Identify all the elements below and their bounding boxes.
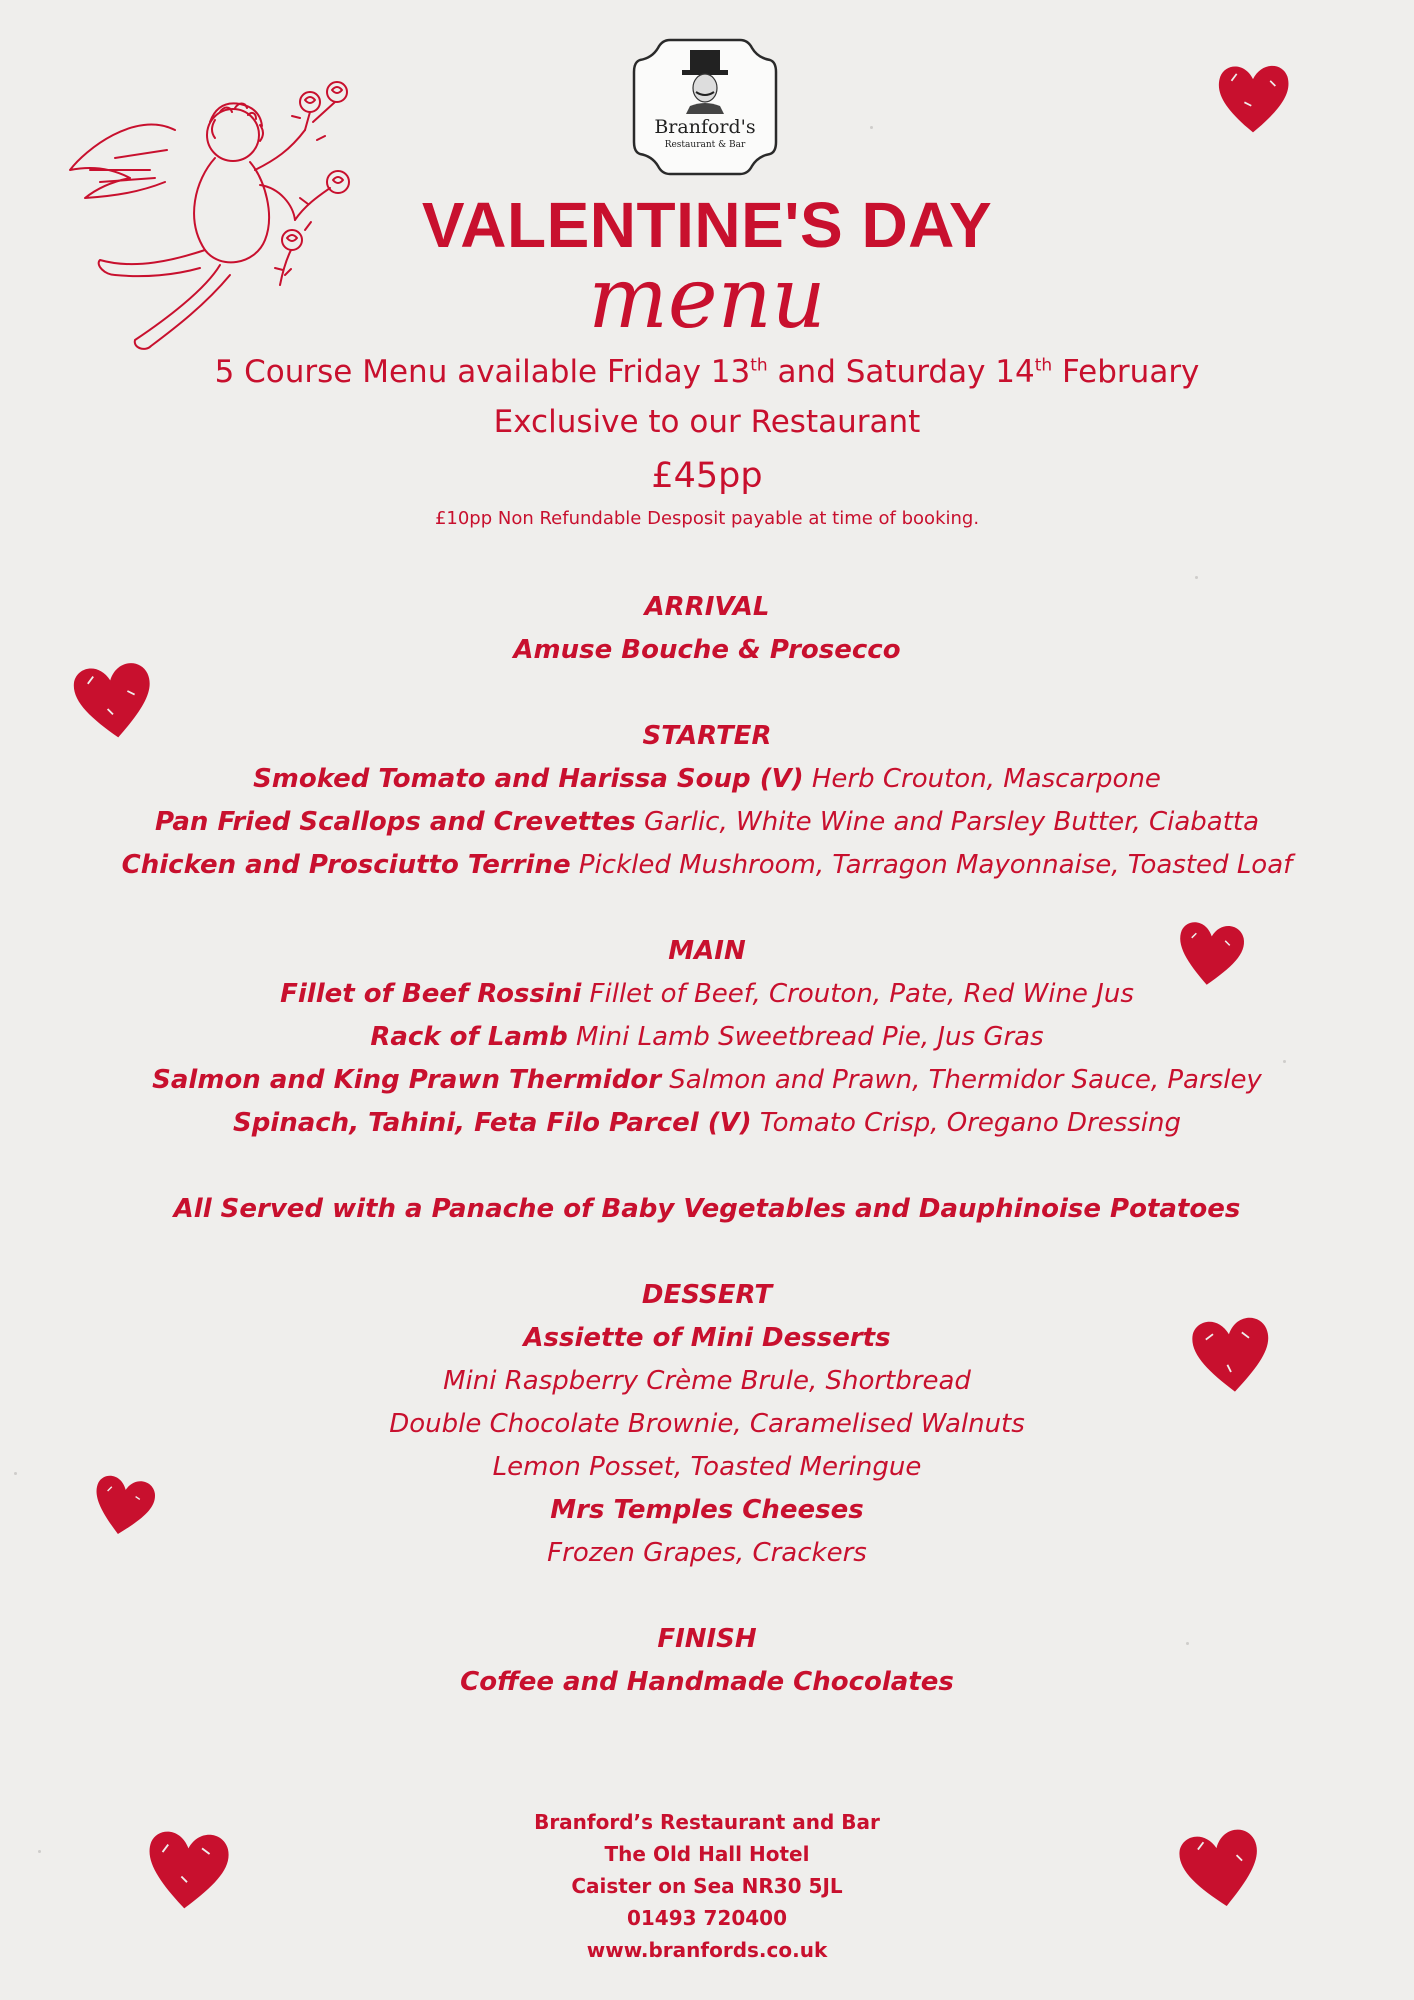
heart-icon [1210, 55, 1296, 141]
dish-name: Spinach, Tahini, Feta Filo Parcel (V) [232, 1108, 752, 1138]
restaurant-logo [630, 32, 780, 182]
dessert-item: Double Chocolate Brownie, Caramelised Walnuts [389, 1409, 1025, 1439]
dish-description: Garlic, White Wine and Parsley Butter, Ciabatta [635, 807, 1260, 837]
paper-speck [1195, 576, 1198, 579]
dish-description: Fillet of Beef, Crouton, Pate, Red Wine Jus [581, 979, 1134, 1009]
dish-name: Pan Fried Scallops and Crevettes [154, 807, 636, 837]
paper-speck [870, 126, 873, 129]
dish-description: Herb Crouton, Mascarpone [803, 764, 1161, 794]
deposit-note: £10pp Non Refundable Desposit payable at time of booking. [434, 508, 980, 529]
menu-item [0, 1016, 1414, 1059]
menu-item [0, 758, 1414, 801]
dessert-option: Assiette of Mini Desserts [523, 1323, 891, 1353]
menu-item [0, 801, 1414, 844]
dates-text: 5 Course Menu available Friday 13 [214, 354, 751, 390]
footer-address: Caister on Sea NR30 5JL [571, 1874, 843, 1898]
dessert-item: Mini Raspberry Crème Brule, Shortbread [443, 1366, 971, 1396]
logo-badge-icon [630, 32, 780, 182]
logo-subtitle: Restaurant & Bar [664, 140, 746, 150]
script-subtitle: menu [588, 249, 826, 347]
logo-title: Branford's [654, 116, 756, 138]
page-title: VALENTINE'S DAY [421, 189, 993, 261]
dish-name: Salmon and King Prawn Thermidor [152, 1065, 662, 1095]
menu-body [0, 586, 1414, 1704]
finish-item: Coffee and Handmade Chocolates [460, 1667, 954, 1697]
dates-ordinal: th [750, 355, 768, 376]
footer-website-link[interactable]: www.branfords.co.uk [586, 1938, 828, 1962]
menu-item [0, 1102, 1414, 1145]
dessert-item: Frozen Grapes, Crackers [547, 1538, 867, 1568]
dessert-option: Mrs Temples Cheeses [550, 1495, 864, 1525]
dates-text: and Saturday 14 [767, 354, 1035, 390]
footer-hotel: The Old Hall Hotel [604, 1842, 810, 1866]
dates-ordinal: th [1034, 355, 1053, 376]
footer-contact [0, 1806, 1414, 1966]
served-with-note: All Served with a Panache of Baby Vegetables and Dauphinoise Potatoes [173, 1194, 1241, 1224]
dish-description: Tomato Crisp, Oregano Dressing [751, 1108, 1182, 1138]
dessert-item: Lemon Posset, Toasted Meringue [492, 1452, 922, 1482]
dish-name: Smoked Tomato and Harissa Soup (V) [253, 764, 804, 794]
dish-name: Rack of Lamb [370, 1022, 568, 1052]
dates-text: February [1052, 354, 1200, 390]
section-heading-starter: STARTER [642, 721, 772, 751]
section-heading-finish: FINISH [657, 1624, 757, 1654]
section-heading-arrival: ARRIVAL [644, 592, 770, 622]
dish-description: Salmon and Prawn, Thermidor Sauce, Parsley [661, 1065, 1262, 1095]
section-heading-dessert: DESSERT [641, 1280, 773, 1310]
dish-name: Chicken and Prosciutto Terrine [121, 850, 571, 880]
exclusive-note: Exclusive to our Restaurant [493, 404, 921, 440]
price: £45pp [651, 456, 763, 496]
footer-phone: 01493 720400 [626, 1906, 788, 1930]
dish-description: Mini Lamb Sweetbread Pie, Jus Gras [567, 1022, 1044, 1052]
menu-item [0, 973, 1414, 1016]
arrival-item: Amuse Bouche & Prosecco [513, 635, 901, 665]
dish-description: Pickled Mushroom, Tarragon Mayonnaise, Toasted Loaf [570, 850, 1293, 880]
availability-dates [0, 354, 1414, 390]
dish-name: Fillet of Beef Rossini [280, 979, 582, 1009]
menu-item [0, 844, 1414, 887]
menu-item [0, 1059, 1414, 1102]
section-heading-main: MAIN [668, 936, 746, 966]
footer-restaurant-name: Branford’s Restaurant and Bar [534, 1810, 880, 1834]
